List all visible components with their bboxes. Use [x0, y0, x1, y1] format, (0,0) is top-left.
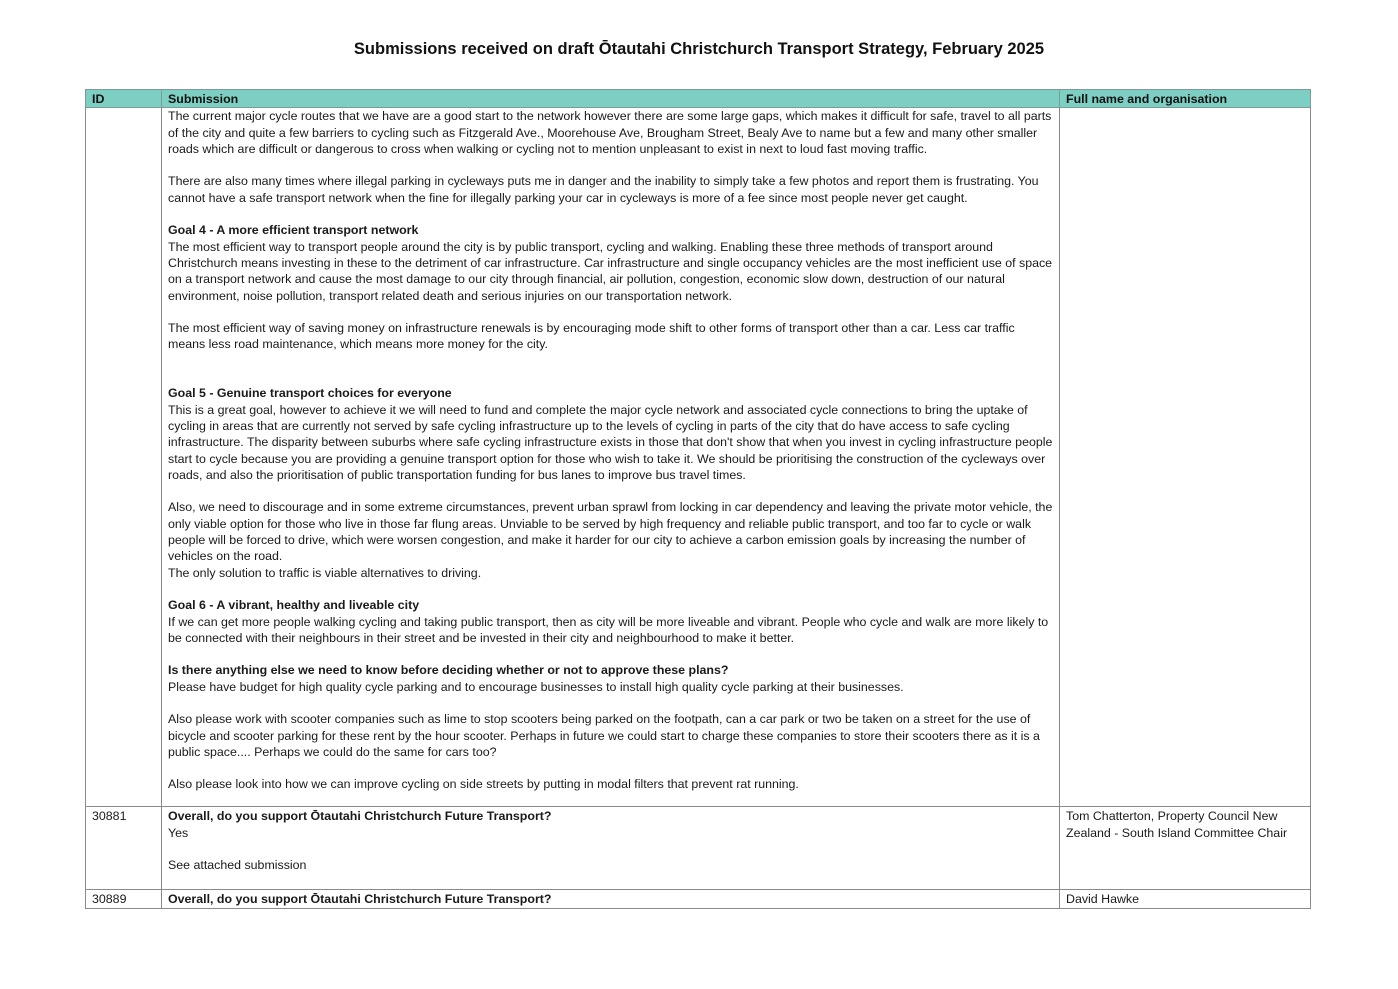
table-row — [86, 807, 1311, 890]
goal-heading: Goal 5 - Genuine transport choices for everyone — [168, 386, 452, 401]
submission-paragraph: The most efficient way of saving money on infrastructure renewals is by encouraging mode shift to other forms of transport other than a car. Less car traffic means less road maintenance, which means more money for the city. — [168, 321, 1015, 352]
column-header-name: Full name and organisation — [1060, 90, 1311, 108]
submission-paragraph: The only solution to traffic is viable alternatives to driving. — [168, 565, 482, 580]
table-row — [86, 108, 1311, 807]
cell-submission — [162, 807, 1060, 890]
cell-name: Tom Chatterton, Property Council New Zealand - South Island Committee Chair — [1060, 807, 1311, 890]
submission-paragraph: There are also many times where illegal parking in cycleways puts me in danger and the inability to simply take a few photos and report them is frustrating. You cannot have a safe transport network when the fine for illegally parking your car in cycleways is more of a fee since most people never get caught. — [168, 174, 1039, 205]
submission-paragraph: Also, we need to discourage and in some extreme circumstances, prevent urban sprawl from locking in car dependency and leaving the private motor vehicle, the only viable option for those who live in those far flung areas. Unviable to be served by high frequency and reliable public transport, and too far to cycle or walk people will be forced to drive, which were worsen congestion, and make it harder for our city to achieve a carbon emission goals by increasing the number of vehicles on the road. — [168, 500, 1053, 564]
answer-text: Yes — [168, 825, 189, 840]
cell-name — [1060, 108, 1311, 807]
submission-paragraph: If we can get more people walking cycling and taking public transport, then as city will be more liveable and vibrant. People who cycle and walk are more likely to be connected with their neighbours in their street and be invested in their city and neighbourhood to make it better. — [168, 614, 1049, 645]
cell-submission — [162, 890, 1060, 908]
submission-paragraph: This is a great goal, however to achieve it we will need to fund and complete the major cycle network and associated cycle connections to bring the uptake of cycling in areas that are currently not served by safe cycling infrastructure up to the levels of cycling in parts of the city that do have access to safe cycling infrastructure. The disparity between suburbs where safe cycling infrastructure exists in those that don't show that when you invest in cycling infrastructure people start to cycle because you are providing a genuine transport option for those who wish to take it. We should be prioritising the construction of the cycleways over roads, and also the prioritisation of public transportation funding for bus lanes to improve bus travel times. — [168, 402, 1053, 482]
submission-paragraph: Also please work with scooter companies such as lime to stop scooters being parked on the footpath, can a car park or two be taken on a street for the use of bicycle and scooter parking for these rent by the hour scooter. Perhaps in future we could start to charge these companies to store their scooters there as it is a public space.... Perhaps we could do the same for cars too? — [168, 712, 1040, 759]
question-heading: Overall, do you support Ōtautahi Christchurch Future Transport? — [168, 809, 552, 824]
submission-paragraph: The current major cycle routes that we have are a good start to the network however there are some large gaps, which makes it difficult for safe, travel to all parts of the city and quite a few barriers to cycling such as Fitzgerald Ave., Moorehouse Ave, Brougham Street, Bealy Ave to name but a few and many other smaller roads which are difficult or dangerous to cross when walking or cycling not to mention unpleasant to exist in next to loud fast moving traffic. — [168, 109, 1052, 156]
column-header-submission: Submission — [162, 90, 1060, 108]
column-header-id: ID — [86, 90, 162, 108]
submission-paragraph: The most efficient way to transport people around the city is by public transport, cycling and walking. Enabling these three methods of transport around Christchurch means investing in these to the detriment of car infrastructure. Car infrastructure and single occupancy vehicles are the most inefficient use of space on a transport network and cause the most damage to our city through financial, air pollution, congestion, economic slow down, destruction of our natural environment, noise pollution, transport related death and serious injuries on our transportation network. — [168, 239, 1053, 303]
cell-id — [86, 108, 162, 807]
cell-id: 30889 — [86, 890, 162, 908]
submission-paragraph: Please have budget for high quality cycle parking and to encourage businesses to install high quality cycle parking at their businesses. — [168, 679, 904, 694]
goal-heading: Goal 4 - A more efficient transport network — [168, 223, 419, 238]
cell-submission — [162, 108, 1060, 807]
table-header-row — [86, 90, 1311, 108]
goal-heading: Goal 6 - A vibrant, healthy and liveable city — [168, 598, 420, 613]
cell-name: David Hawke — [1060, 890, 1311, 908]
submissions-table — [85, 89, 1311, 909]
table-row — [86, 890, 1311, 908]
cell-id: 30881 — [86, 807, 162, 890]
page-title: Submissions received on draft Ōtautahi Christchurch Transport Strategy, February 2025 — [353, 40, 1045, 58]
question-heading: Is there anything else we need to know before deciding whether or not to approve these plans? — [168, 663, 729, 678]
question-heading: Overall, do you support Ōtautahi Christchurch Future Transport? — [168, 892, 552, 907]
submission-paragraph: Also please look into how we can improve cycling on side streets by putting in modal filters that prevent rat running. — [168, 777, 799, 792]
submission-paragraph: See attached submission — [168, 858, 307, 873]
